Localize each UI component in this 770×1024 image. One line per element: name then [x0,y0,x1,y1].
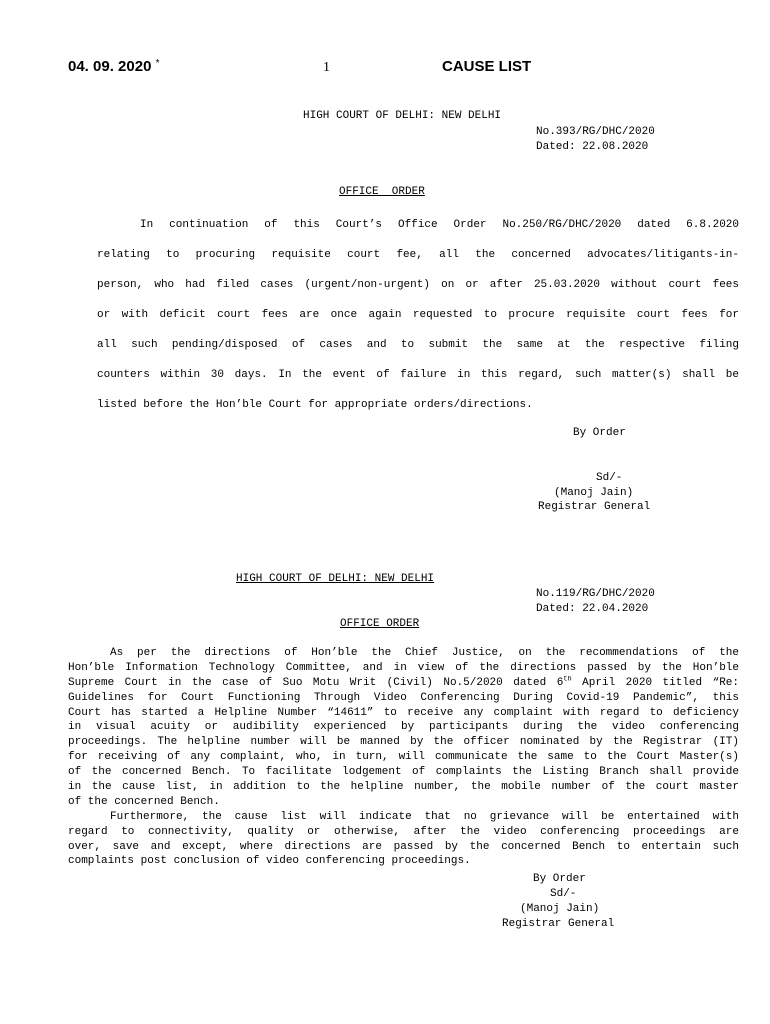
date-text: 04. 09. 2020 [68,58,152,75]
order2-dated: Dated: 22.04.2020 [536,603,649,615]
order2-line: Guidelines for Court Functioning Through Video Conferencing During Covid-19 Pandemic”, this [68,691,739,704]
order1-heading: OFFICE ORDER [339,186,425,198]
order1-line: relating to procuring requisite court fee, all the concerned advocates/litigants-in- [97,249,739,261]
order2-line: As per the directions of Hon’ble the Chief Justice, on the recommendations of the [110,647,739,659]
order2-line-part: April 2020 titled “Re: [571,676,739,689]
order1-signatory-name: (Manoj Jain) [554,487,634,499]
order1-signature: Sd/- [596,472,623,484]
order2-line: complaints post conclusion of video conferencing proceedings. [68,855,471,868]
order2-line [68,676,739,691]
order2-signatory-name: (Manoj Jain) [520,903,600,915]
cause-list-date [68,58,160,75]
order1-body [97,210,739,420]
order2-signature: Sd/- [550,888,577,900]
order2-line: Furthermore, the cause list will indicate that no grievance will be entertained with [110,810,739,823]
order2-line: regard to connectivity, quality or otherwise, after the video conferencing proceedings are [68,825,739,838]
order1-court-name: HIGH COURT OF DELHI: NEW DELHI [303,110,502,122]
order2-body [68,646,739,869]
order1-line: all such pending/disposed of cases and to submit the same at the respective filing [97,339,739,351]
order2-line: of the concerned Bench. To facilitate lodgement of complaints the Listing Branch shall provide [68,766,739,779]
order2-line: of the concerned Bench. [68,795,220,808]
order1-number: No.393/RG/DHC/2020 [536,126,655,138]
order2-line: in the cause list, in addition to the helpline number, the mobile number of the court master [68,781,739,794]
order1-line: In continuation of this Court’s Office Order No.250/RG/DHC/2020 dated 6.8.2020 [140,219,739,231]
ordinal-suffix: th [563,675,572,684]
order2-by-order: By Order [533,873,586,885]
order1-line: listed before the Hon’ble Court for appropriate orders/directions. [97,399,533,411]
order2-line-part: Supreme Court in the case of Suo Motu Writ (Civil) No.5/2020 dated 6 [68,676,564,689]
order1-line: counters within 30 days. In the event of failure in this regard, such matter(s) shall be [97,369,739,381]
order2-line: Court has started a Helpline Number “14611” to receive any complaint with regard to deficiency [68,706,739,719]
order2-line: Hon’ble Information Technology Committee, and in view of the directions passed by the Hon’ble [68,661,739,674]
order1-dated: Dated: 22.08.2020 [536,141,649,153]
order2-line: for receiving of any complaint, who, in turn, will communicate the same to the Court Master(s) [68,751,739,764]
order2-court-name: HIGH COURT OF DELHI: NEW DELHI [236,573,435,585]
order2-number: No.119/RG/DHC/2020 [536,588,655,600]
order2-line: over, save and except, where directions are passed by the concerned Bench to entertain such [68,840,739,853]
page-number: 1 [323,60,330,75]
order1-by-order: By Order [573,427,626,439]
order2-designation: Registrar General [502,918,615,930]
order1-line: or with deficit court fees are once again requested to procure requisite court fees for [97,309,739,321]
order2-line: proceedings. The helpline number will be manned by the officer nominated by the Registrar (IT) [68,736,739,749]
order2-heading: OFFICE ORDER [340,618,420,630]
order2-line: in visual acuity or audibility experienced by participants during the video conferencing [68,721,739,734]
date-asterisk: * [155,58,160,69]
cause-list-title: CAUSE LIST [442,58,532,75]
order1-line: person, who had filed cases (urgent/non-urgent) on or after 25.03.2020 without court fees [97,279,739,291]
order1-designation: Registrar General [538,501,651,513]
